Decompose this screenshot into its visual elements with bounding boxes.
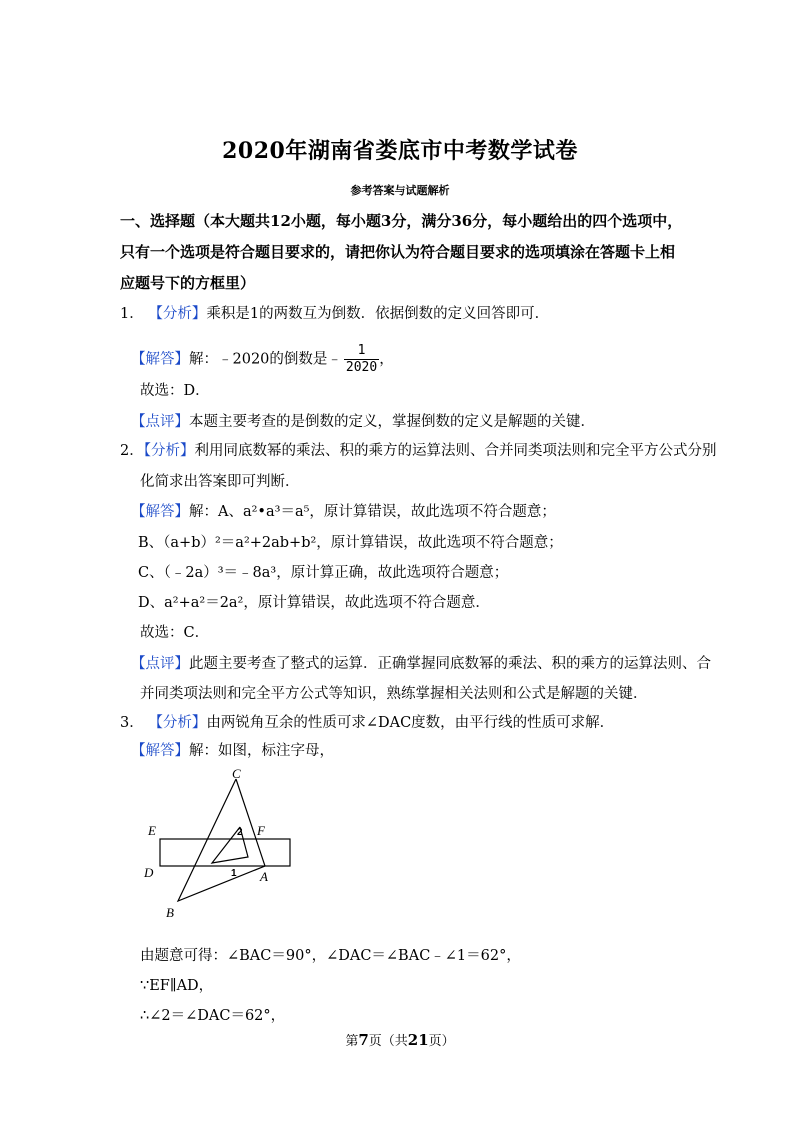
q2-analysis-line [120, 441, 716, 461]
q2-option-c: C、（﹣2a）³＝﹣8a³，原计算正确，故此选项符合题意； [138, 565, 509, 581]
q1-choice: 故选：D． [140, 383, 210, 399]
page-footer [0, 1030, 800, 1049]
q2-analysis-1: 利用同底数幂的乘法、积的乘方的运算法则、合并同类项法则和完全平方公式分别 [194, 443, 717, 459]
q1-number: 1． [120, 306, 144, 322]
footer-prefix: 第 [345, 1034, 359, 1049]
footer-suffix: 页） [428, 1034, 455, 1049]
label-angle-1: 1 [231, 868, 237, 879]
section-header: 一、选择题（本大题共12小题，每小题3分，满分36分，每小题给出的四个选项中，只有一个选项是符合题目要求的，请把你认为符合题目要求的选项填涂在答题卡上相应题号下的方框里） [120, 212, 683, 292]
q1-comment-line [131, 412, 595, 432]
q3-step3: ∴∠2＝∠DAC＝62°， [140, 1008, 286, 1024]
q3-step1: 由题意可得：∠BAC＝90°，∠DAC＝∠BAC﹣∠1＝62°， [140, 948, 521, 964]
page-subtitle: 参考答案与试题解析 [350, 184, 450, 197]
triangle-inner [212, 827, 248, 863]
answer-tag: 【解答】 [131, 351, 189, 368]
q1-analysis: 乘积是1的两数互为倒数．依据倒数的定义回答即可． [206, 306, 550, 322]
analysis-tag: 【分析】 [148, 715, 207, 731]
q2-comment-2: 并同类项法则和完全平方公式等知识，熟练掌握相关法则和公式是解题的关键． [140, 686, 648, 702]
triangle-outer [178, 779, 265, 901]
q1-answer-line [131, 343, 394, 376]
q3-number: 3． [120, 715, 144, 731]
label-angle-2: 2 [237, 827, 243, 838]
q3-analysis: 由两锐角互余的性质可求∠DAC度数，由平行线的性质可求解． [206, 715, 615, 731]
answer-tag: 【解答】 [131, 743, 189, 759]
answer-tag: 【解答】 [131, 504, 189, 520]
q2-option-b: B、（a+b）²＝a²+2ab+b²，原计算错误，故此选项不符合题意； [138, 535, 563, 551]
label-c: C [232, 766, 241, 781]
fraction-numerator: 1 [344, 343, 379, 360]
q3-analysis-line [120, 713, 614, 733]
label-a: A [260, 869, 268, 884]
label-e: E [148, 823, 156, 838]
q1-answer-tail: ， [379, 351, 394, 368]
q2-number: 2． [120, 443, 144, 459]
q2-comment-line [131, 654, 711, 674]
geometry-figure [140, 765, 310, 925]
page-total: 21 [407, 1031, 429, 1049]
q2-comment-1: 此题主要考查了整式的运算．正确掌握同底数幂的乘法、积的乘方的运算法则、合 [189, 656, 711, 672]
q2-answer-line [131, 502, 556, 522]
parallel-strip [160, 839, 290, 866]
q3-answer-line [131, 741, 334, 761]
q2-answer-a: 解：A、a²•a³＝a⁵，原计算错误，故此选项不符合题意； [189, 504, 556, 520]
q3-step2: ∵EF∥AD， [140, 978, 214, 994]
comment-tag: 【点评】 [131, 656, 189, 672]
q2-choice: 故选：C． [140, 625, 210, 641]
q1-comment: 本题主要考查的是倒数的定义，掌握倒数的定义是解题的关键． [189, 414, 595, 430]
comment-tag: 【点评】 [131, 414, 189, 430]
page-title: 2020年湖南省娄底市中考数学试卷 [222, 138, 578, 164]
q2-analysis-2: 化简求出答案即可判断． [140, 474, 300, 490]
footer-middle: 页（共 [368, 1034, 408, 1049]
analysis-tag: 【分析】 [143, 443, 195, 459]
q1-analysis-line [120, 304, 549, 324]
label-f: F [257, 823, 265, 838]
analysis-tag: 【分析】 [148, 306, 207, 322]
q1-fraction [344, 343, 379, 376]
label-d: D [144, 865, 154, 880]
page-number: 7 [358, 1031, 369, 1049]
q3-answer-text: 解：如图，标注字母， [189, 743, 334, 759]
fraction-denominator: 2020 [345, 360, 378, 375]
label-b: B [166, 905, 174, 920]
q2-option-d: D、a²+a²＝2a²，原计算错误，故此选项不符合题意． [138, 595, 490, 611]
q1-answer-text: 解：﹣2020的倒数是﹣ [189, 351, 342, 368]
